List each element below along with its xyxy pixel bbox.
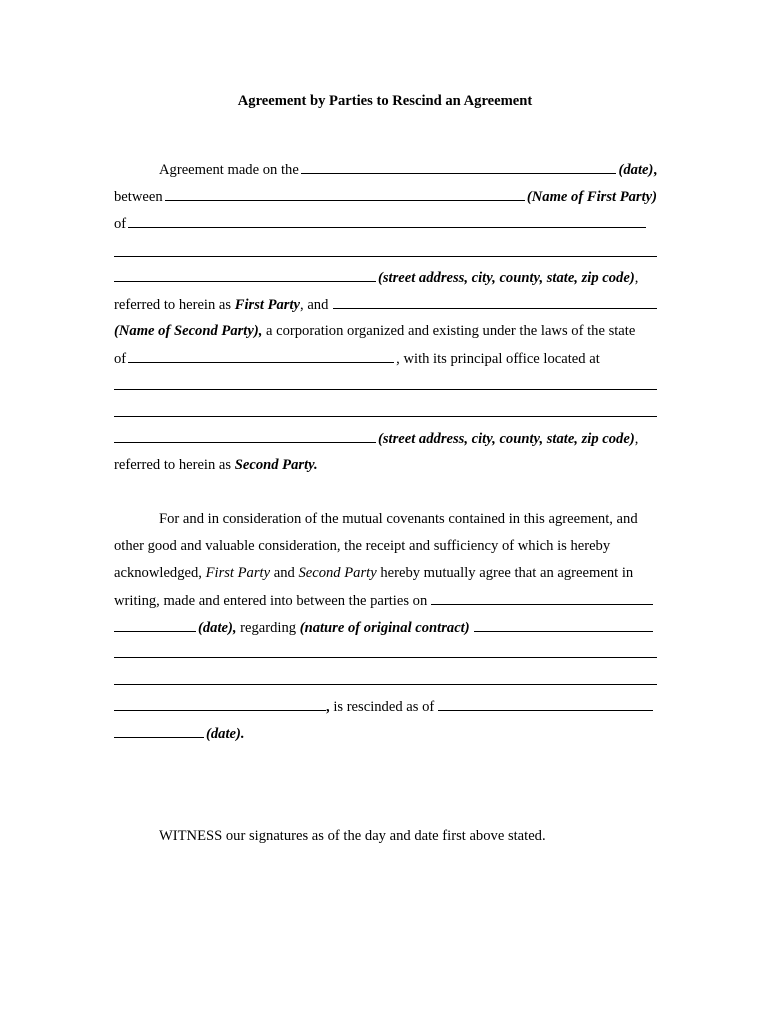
- line-rescinded: [114, 696, 657, 716]
- line-second-party-corp: [114, 321, 657, 341]
- blank-nature-1[interactable]: [474, 617, 653, 632]
- label-first-party-name: (Name of First Party): [526, 189, 657, 205]
- line-referred-second: [114, 455, 657, 475]
- label-date: (date): [618, 162, 654, 178]
- blank-first-party-address-1[interactable]: [128, 213, 646, 228]
- line-second-address-label: [114, 428, 657, 448]
- text-comma: ,: [653, 162, 657, 178]
- text-corp: a corporation organized and existing under the laws of the state: [266, 323, 636, 339]
- text-comma-3: ,: [634, 431, 639, 447]
- text-comma-2: ,: [634, 270, 639, 286]
- text-writing: writing, made and entered into between the parties on: [114, 593, 428, 609]
- line-referred-first: [114, 294, 657, 314]
- blank-nature-2[interactable]: [114, 657, 657, 658]
- line-witness: [114, 826, 657, 846]
- document-title: Agreement by Parties to Rescind an Agreement: [237, 93, 533, 109]
- text-second-party: Second Party.: [234, 457, 318, 473]
- text-mutually-agree: hereby mutually agree that an agreement in: [380, 565, 634, 581]
- label-date-end: (date).: [206, 726, 245, 742]
- line-regarding: [114, 617, 657, 637]
- text-regarding: regarding: [240, 620, 297, 636]
- label-nature-contract: (nature of original contract): [299, 620, 470, 636]
- blank-rescind-date-1[interactable]: [438, 696, 653, 711]
- blank-first-party-address-2[interactable]: [114, 256, 657, 257]
- text-first-party-2: First Party: [205, 565, 271, 581]
- text-referred-first: referred to herein as: [114, 297, 232, 313]
- text-comma-bold: ,: [326, 699, 330, 715]
- line-consideration-3: [114, 563, 657, 583]
- text-of: of: [114, 216, 127, 232]
- text-first-party: First Party: [234, 297, 301, 313]
- label-date-2: (date),: [198, 620, 237, 636]
- line-of-state: [114, 348, 657, 368]
- text-principal-office: , with its principal office located at: [396, 351, 600, 367]
- blank-original-date-2[interactable]: [114, 617, 196, 632]
- blank-original-date-1[interactable]: [431, 590, 653, 605]
- text-witness: WITNESS our signatures as of the day and date first above stated.: [159, 828, 546, 844]
- blank-nature-4[interactable]: [114, 696, 326, 711]
- line-agreement-made: [114, 159, 657, 179]
- label-second-party-name: (Name of Second Party),: [114, 323, 263, 339]
- blank-agreement-date[interactable]: [301, 159, 617, 174]
- blank-second-party-address-3[interactable]: [114, 428, 376, 443]
- text-rescinded: is rescinded as of: [333, 699, 435, 715]
- text-between: between: [114, 189, 163, 205]
- blank-state[interactable]: [128, 348, 394, 363]
- text-consideration-2: other good and valuable consideration, the receipt and sufficiency of which is hereby: [114, 538, 611, 554]
- blank-nature-3[interactable]: [114, 684, 657, 685]
- line-consideration-4: [114, 590, 657, 610]
- blank-second-party-address-2[interactable]: [114, 416, 657, 417]
- line-of-first: [114, 213, 657, 233]
- blank-first-party-name[interactable]: [165, 186, 525, 201]
- text-made-on: Agreement made on the: [159, 162, 299, 178]
- blank-rescind-date-2[interactable]: [114, 723, 204, 738]
- text-consideration-1: For and in consideration of the mutual covenants contained in this agreement, and: [159, 511, 638, 527]
- text-acknowledged: acknowledged,: [114, 565, 202, 581]
- label-street-address: (street address, city, county, state, zip code): [378, 270, 635, 286]
- text-of-2: of: [114, 351, 127, 367]
- text-and-2: and: [273, 565, 295, 581]
- line-consideration-1: [114, 509, 657, 529]
- blank-second-party-name[interactable]: [333, 294, 657, 309]
- line-consideration-2: [114, 536, 657, 556]
- line-between: [114, 186, 657, 206]
- blank-second-party-address-1[interactable]: [114, 389, 657, 390]
- text-referred-second: referred to herein as: [114, 457, 232, 473]
- line-first-address-label: [114, 267, 657, 287]
- text-second-party-2: Second Party: [298, 565, 377, 581]
- label-street-address-2: (street address, city, county, state, zip code): [378, 431, 635, 447]
- line-rescind-date: [114, 723, 657, 743]
- text-and: , and: [300, 297, 329, 313]
- blank-first-party-address-3[interactable]: [114, 267, 376, 282]
